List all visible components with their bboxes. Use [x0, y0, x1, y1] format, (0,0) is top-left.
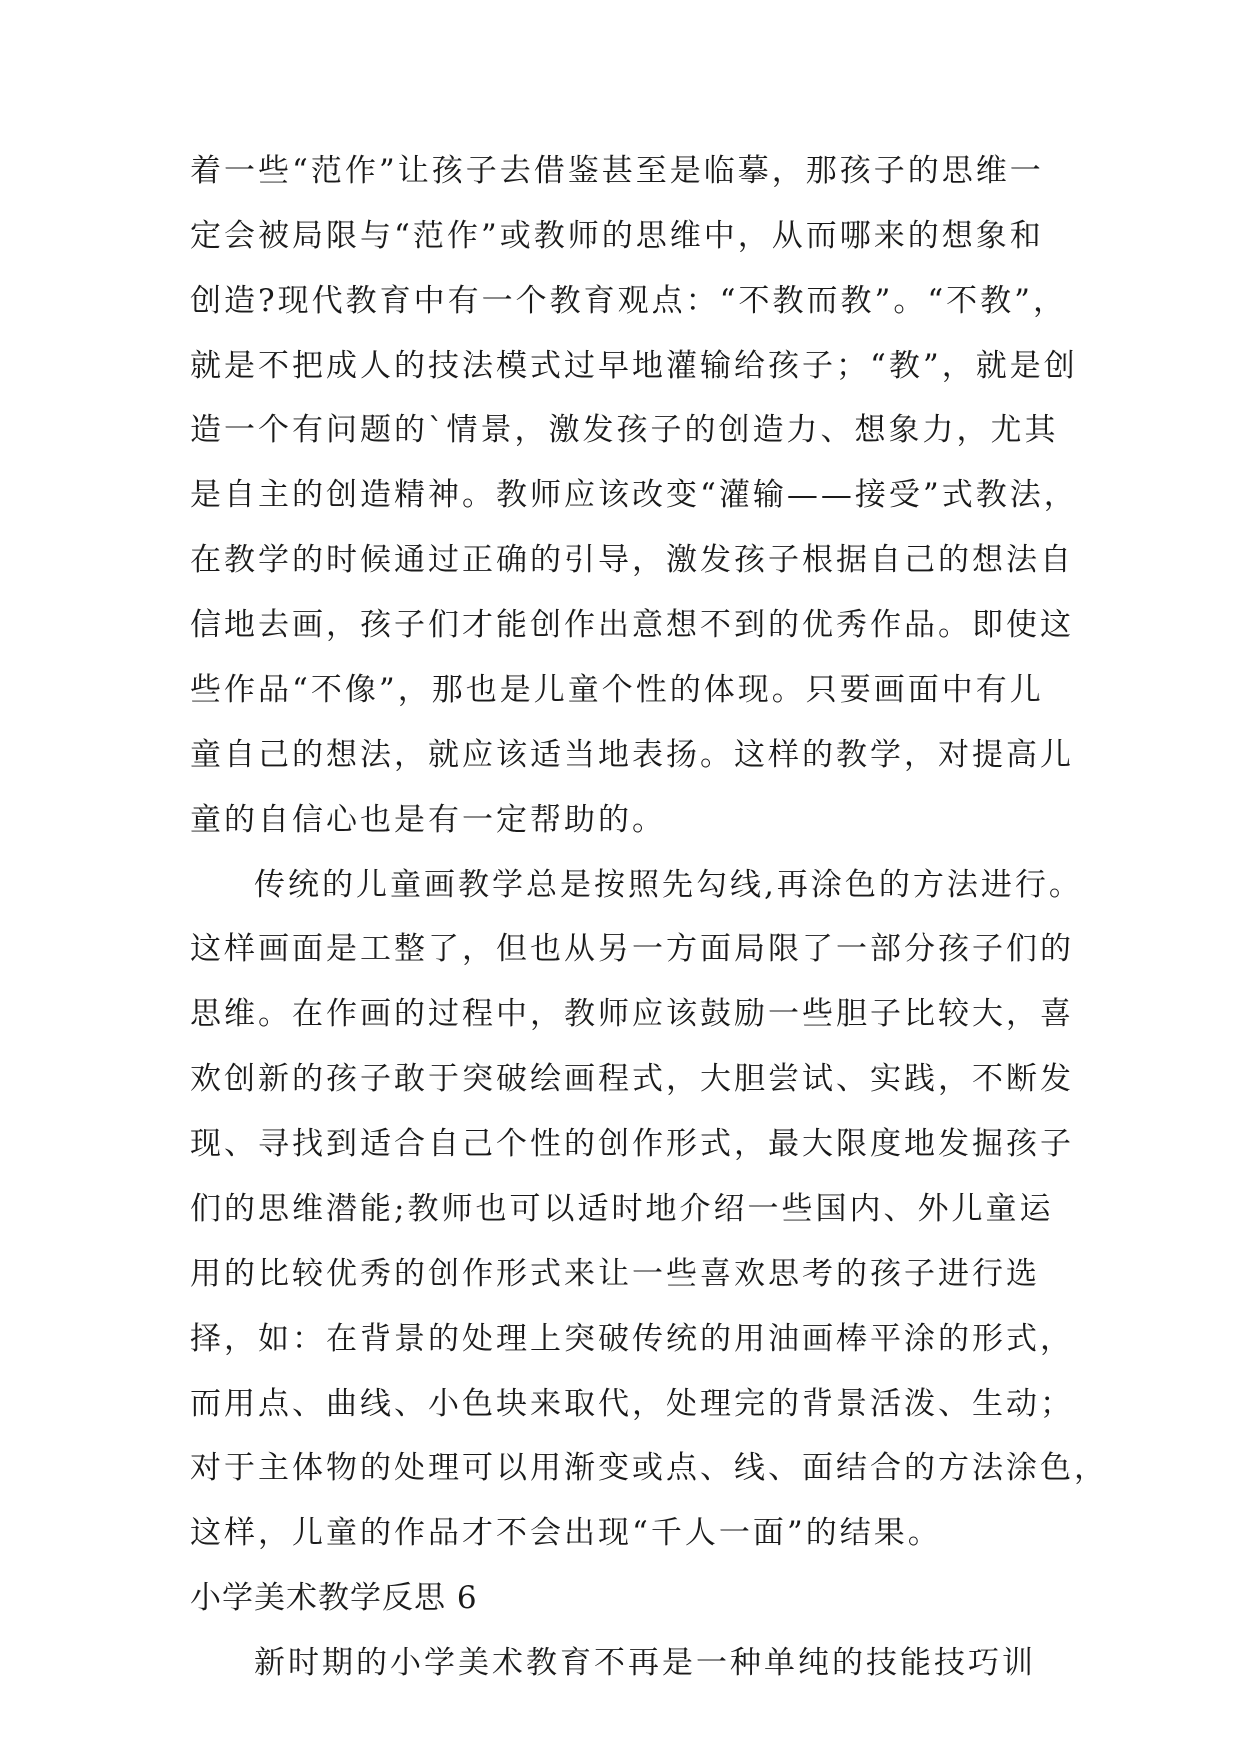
paragraph-1-line: 定会被局限与“范作”或教师的思维中，从而哪来的想象和: [190, 218, 1044, 254]
paragraph-1-line: 着一些“范作”让孩子去借鉴甚至是临摹，那孩子的思维一: [190, 153, 1044, 189]
paragraph-1-line: 些作品“不像”，那也是儿童个性的体现。只要画面中有儿: [190, 672, 1044, 708]
paragraph-1-line: 童的自信心也是有一定帮助的。: [190, 802, 666, 838]
paragraph-1-line: 造一个有问题的`情景，激发孩子的创造力、想象力，尤其: [190, 412, 1059, 448]
paragraph-2-line: 们的思维潜能;教师也可以适时地介绍一些国内、外儿童运: [190, 1191, 1054, 1227]
paragraph-2-line: 这样画面是工整了，但也从另一方面局限了一部分孩子们的: [190, 931, 1074, 967]
section-heading: 小学美术教学反思 6: [190, 1580, 478, 1616]
paragraph-2-line: 对于主体物的处理可以用渐变或点、线、面结合的方法涂色，: [190, 1450, 1108, 1486]
paragraph-2-line: 而用点、曲线、小色块来取代，处理完的背景活泼、生动；: [190, 1386, 1074, 1422]
paragraph-1-line: 是自主的创造精神。教师应该改变“灌输——接受”式教法，: [190, 477, 1078, 513]
paragraph-2-line: 用的比较优秀的创作形式来让一些喜欢思考的孩子进行选: [190, 1256, 1040, 1292]
paragraph-1-line: 童自己的想法，就应该适当地表扬。这样的教学，对提高儿: [190, 737, 1074, 773]
paragraph-1-line: 在教学的时候通过正确的引导，激发孩子根据自己的想法自: [190, 542, 1074, 578]
paragraph-2-line: 现、寻找到适合自己个性的创作形式，最大限度地发掘孩子: [190, 1126, 1074, 1162]
paragraph-2-line: 这样，儿童的作品才不会出现“千人一面”的结果。: [190, 1515, 942, 1551]
paragraph-2-line: 择，如：在背景的处理上突破传统的用油画棒平涂的形式，: [190, 1321, 1074, 1357]
paragraph-3-line: 新时期的小学美术教育不再是一种单纯的技能技巧训: [254, 1645, 1036, 1681]
paragraph-1-line: 就是不把成人的技法模式过早地灌输给孩子；“教”，就是创: [190, 348, 1078, 384]
paragraph-1-line: 信地去画，孩子们才能创作出意想不到的优秀作品。即使这: [190, 607, 1074, 643]
paragraph-1-line: 创造?现代教育中有一个教育观点：“不教而教”。“不教”，: [190, 283, 1068, 319]
paragraph-2-line: 思维。在作画的过程中，教师应该鼓励一些胆子比较大，喜: [190, 996, 1074, 1032]
paragraph-2-line: 传统的儿童画教学总是按照先勾线,再涂色的方法进行。: [254, 867, 1083, 903]
paragraph-2-line: 欢创新的孩子敢于突破绘画程式，大胆尝试、实践，不断发: [190, 1061, 1074, 1097]
